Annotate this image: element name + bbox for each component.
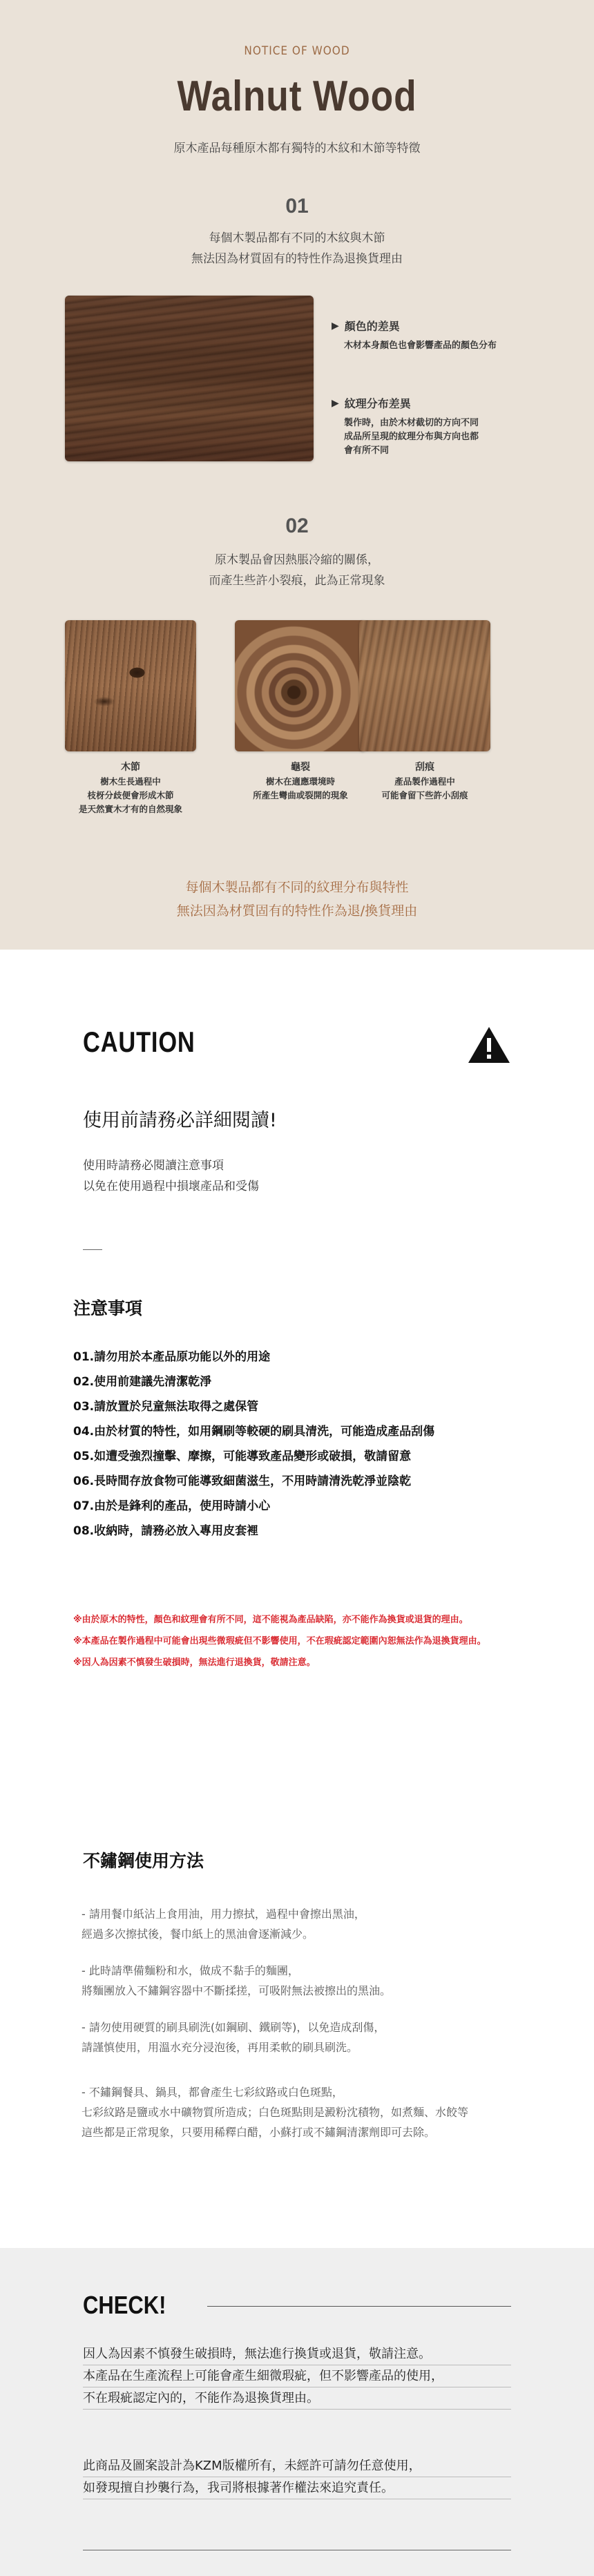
triangle-right-icon: ▶ [332, 320, 339, 331]
step-01-line-1: 每個木製品都有不同的木紋與木節 [209, 231, 385, 245]
feature-grain-difference [332, 395, 479, 458]
list-item: 08.收納時，請務必放入專用皮套裡 [73, 1524, 259, 1538]
warning-note: ※因人為因素不慎發生破損時，無法進行退換貨，敬請注意。 [73, 1657, 316, 1668]
list-item: 07.由於是鋒利的產品，使用時請小心 [73, 1499, 271, 1513]
wood-scratch-image [359, 620, 490, 751]
steel-usage-title: 不鏽鋼使用方法 [83, 1851, 204, 1871]
feature-desc-line: 成品所呈現的紋理分布與方向也都 [344, 432, 479, 442]
check-title: CHECK! [83, 2291, 166, 2319]
list-item: - 不鏽鋼餐具、鍋具，都會產生七彩紋路或白色斑點， 七彩紋路是鹽或水中礦物質所造成；白色斑點則是澱粉沈積物，如煮麵、水餃等 這些都是正常現象，只要用稀釋白醋，小蘇打或不鏽鋼清潔劑即可去除。 [82, 2086, 469, 2139]
list-item: 02.使用前建議先清潔乾淨 [73, 1375, 212, 1389]
red-warning-notes [73, 1609, 486, 1673]
read-carefully-heading: 使用前請務必詳細閱讀! [83, 1110, 277, 1131]
step-02-text [0, 550, 594, 591]
steel-usage-list [82, 1904, 593, 2159]
caution-section [0, 950, 594, 2248]
step-01-line-2: 無法因為材質固有的特性作為退換貨理由 [191, 252, 403, 266]
caption-knot: 木節 樹木生長過程中 枝枒分歧便會形成木節 是天然實木才有的自然現象 [78, 762, 182, 814]
walnut-grain-image [65, 296, 314, 461]
feature-desc-line: 製作時，由於木材截切的方向不同 [344, 418, 479, 428]
list-item: 06.長時間存放食物可能導致細菌滋生，不用時請清洗乾淨並陰乾 [73, 1474, 412, 1488]
check-section [0, 2248, 594, 2576]
step-01-text [0, 228, 594, 269]
warning-triangle-icon [467, 1026, 511, 1064]
notes-title: 注意事項 [73, 1298, 143, 1318]
warning-note: ※由於原木的特性，顏色和紋理會有所不同，這不能視為產品缺陷，亦不能作為換貨或退貨的理由。 [73, 1615, 468, 1625]
step-02-line-1: 原木製品會因熱脹冷縮的關係， [215, 553, 379, 567]
caption-scratch: 刮痕 產品製作過程中 可能會留下些許小刮痕 [381, 762, 468, 800]
wood-crack-image [235, 620, 366, 751]
check-paragraph-1: 因人為因素不慎發生破損時，無法進行換貨或退貨，敬請注意。 本產品在生產流程上可能會產生細微瑕疵，但不影響產品的使用， 不在瑕疵認定內的，不能作為退換貨理由。 [83, 2347, 443, 2405]
caution-title: CAUTION [83, 1026, 195, 1058]
divider [207, 2306, 511, 2307]
list-item: 04.由於材質的特性，如用鋼刷等較硬的刷具清洗，可能造成產品刮傷 [73, 1425, 435, 1439]
caption-crack: 龜裂 樹木在適應環境時 所產生彎曲或裂開的現象 [253, 762, 348, 800]
notice-label: NOTICE OF WOOD [244, 44, 350, 58]
step-number-02: 02 [285, 515, 309, 537]
step-number-01: 01 [285, 195, 309, 218]
list-item: 01.請勿用於本產品原功能以外的用途 [73, 1350, 271, 1364]
feature-title: 顏色的差異 [344, 320, 400, 333]
list-item: - 此時請準備麵粉和水，做成不黏手的麵團， 將麵團放入不鏽鋼容器中不斷揉搓，可吸附無法被擦出的黑油。 [82, 1964, 392, 1997]
list-item: - 請勿使用硬質的刷具刷洗(如鋼刷、鐵刷等)，以免造成刮傷， 請謹慎使用，用溫水充分浸泡後，再用柔軟的刷具刷洗。 [82, 2021, 385, 2054]
list-item: - 請用餐巾紙沾上食用油，用力擦拭，過程中會擦出黑油， 經過多次擦拭後，餐巾紙上的黑油會逐漸減少。 [82, 1907, 365, 1941]
page-title: Walnut Wood [177, 73, 417, 120]
divider [83, 1249, 102, 1250]
feature-desc-line: 木材本身顏色也會影響產品的顏色分布 [344, 340, 497, 351]
feature-desc-line: 會有所不同 [344, 445, 390, 456]
divider [83, 2409, 511, 2410]
feature-title: 紋理分布差異 [344, 397, 411, 410]
notes-list [73, 1345, 434, 1544]
read-carefully-desc: 使用時請務必閱讀注意事項 以免在使用過程中損壞產品和受傷 [83, 1159, 259, 1193]
list-item: 03.請放置於兒童無法取得之處保管 [73, 1400, 259, 1414]
warning-note: ※本產品在製作過程中可能會出現些微瑕疵但不影響使用，不在瑕疵認定範圍內恕無法作為退換貨理由。 [73, 1636, 486, 1646]
step-02-line-2: 而產生些許小裂痕，此為正常現象 [209, 574, 385, 588]
feature-color-difference [332, 318, 497, 353]
triangle-right-icon: ▶ [332, 397, 339, 409]
walnut-footer-note: 每個木製品都有不同的紋理分布與特性 無法因為材質固有的特性作為退/換貨理由 [176, 880, 418, 919]
check-paragraph-2: 此商品及圖案設計為KZM版權所有，未經許可請勿任意使用， 如發現擅自抄襲行為，我司將根據著作權法來追究責任。 [83, 2459, 421, 2495]
page-subtitle: 原木產品每種原木都有獨特的木紋和木節等特徵 [173, 142, 421, 155]
list-item: 05.如遭受強烈撞擊、摩擦，可能導致產品變形或破損，敬請留意 [73, 1450, 412, 1463]
walnut-notice-section [0, 0, 594, 950]
wood-knot-image [65, 620, 196, 751]
